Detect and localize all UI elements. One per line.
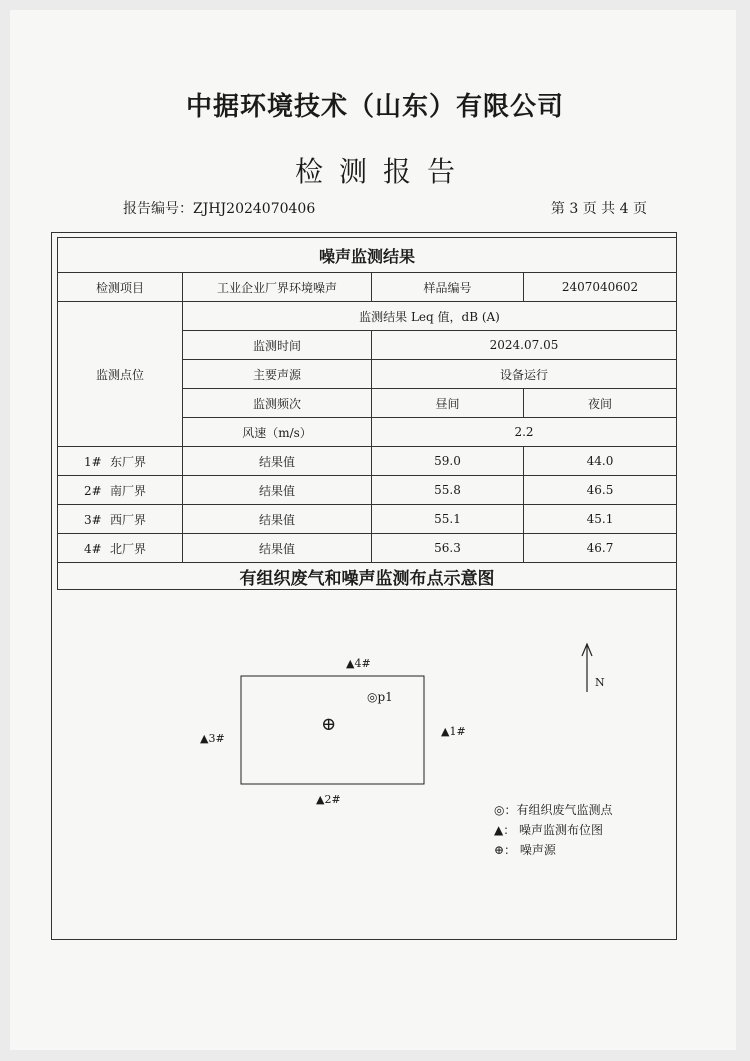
location-number: 4# <box>84 541 102 556</box>
freq-label: 监测频次 <box>183 389 372 418</box>
source-label: 主要声源 <box>183 360 372 389</box>
location-name: 西厂界 <box>110 512 147 527</box>
table-row <box>58 476 677 505</box>
result-unit: 监测结果 Leq 值，dB (A) <box>183 302 677 331</box>
time-label: 监测时间 <box>183 331 372 360</box>
wind-label: 风速（m/s） <box>183 418 372 447</box>
sample-label: 样品编号 <box>372 273 524 302</box>
location-name: 北厂界 <box>110 541 147 556</box>
day-value: 56.3 <box>372 534 524 563</box>
company-name: 中据环境技术（山东）有限公司 <box>185 92 564 122</box>
day-value: 59.0 <box>372 447 524 476</box>
noise-results-table <box>57 237 677 590</box>
location-number: 2# <box>84 483 102 498</box>
diagram-title-row <box>58 563 677 590</box>
day-value: 55.8 <box>372 476 524 505</box>
result-kind: 结果值 <box>183 447 372 476</box>
night-label: 夜间 <box>524 389 677 418</box>
item-value: 工业企业厂界环境噪声 <box>183 273 372 302</box>
result-kind: 结果值 <box>183 505 372 534</box>
document-title: 检测报告 <box>294 155 471 188</box>
diagram-legend <box>494 800 612 860</box>
night-value: 44.0 <box>524 447 677 476</box>
location-cell <box>58 505 183 534</box>
result-kind: 结果值 <box>183 534 372 563</box>
table-row <box>58 447 677 476</box>
item-label: 检测项目 <box>58 273 183 302</box>
table-row <box>58 505 677 534</box>
location-cell <box>58 447 183 476</box>
night-value: 46.7 <box>524 534 677 563</box>
point-2-marker: ▲2# <box>316 793 341 806</box>
north-label: N <box>595 676 605 689</box>
location-name: 南厂界 <box>110 483 147 498</box>
table-title: 噪声监测结果 <box>58 238 677 273</box>
source-value: 设备运行 <box>372 360 677 389</box>
item-row <box>58 273 677 302</box>
report-number: 报告编号：ZJHJ2024070406 <box>123 201 316 217</box>
table-title-row <box>58 238 677 273</box>
time-value: 2024.07.05 <box>372 331 677 360</box>
gas-point-p1-marker: ◎p1 <box>367 690 393 704</box>
point-1-marker: ▲1# <box>441 725 466 738</box>
location-number: 3# <box>84 512 102 527</box>
legend-gas-point: ◎：有组织废气监测点 <box>494 803 613 817</box>
point-4-marker: ▲4# <box>346 657 371 670</box>
wind-value: 2.2 <box>372 418 677 447</box>
night-value: 46.5 <box>524 476 677 505</box>
night-value: 45.1 <box>524 505 677 534</box>
day-label: 昼间 <box>372 389 524 418</box>
sample-value: 2407040602 <box>524 273 677 302</box>
point-label: 监测点位 <box>58 302 183 447</box>
noise-source-icon: ⊕ <box>321 714 337 735</box>
table-row <box>58 534 677 563</box>
legend-noise-point: ▲： 噪声监测布位图 <box>494 823 604 837</box>
point-3-marker: ▲3# <box>200 732 225 745</box>
page-info: 第 3 页 共 4 页 <box>550 201 647 217</box>
location-name: 东厂界 <box>110 454 147 469</box>
location-cell <box>58 476 183 505</box>
location-cell <box>58 534 183 563</box>
location-number: 1# <box>84 454 102 469</box>
day-value: 55.1 <box>372 505 524 534</box>
diagram-title: 有组织废气和噪声监测布点示意图 <box>58 563 677 590</box>
result-kind: 结果值 <box>183 476 372 505</box>
unit-row <box>58 302 677 331</box>
legend-noise-source: ⊕： 噪声源 <box>494 843 556 857</box>
